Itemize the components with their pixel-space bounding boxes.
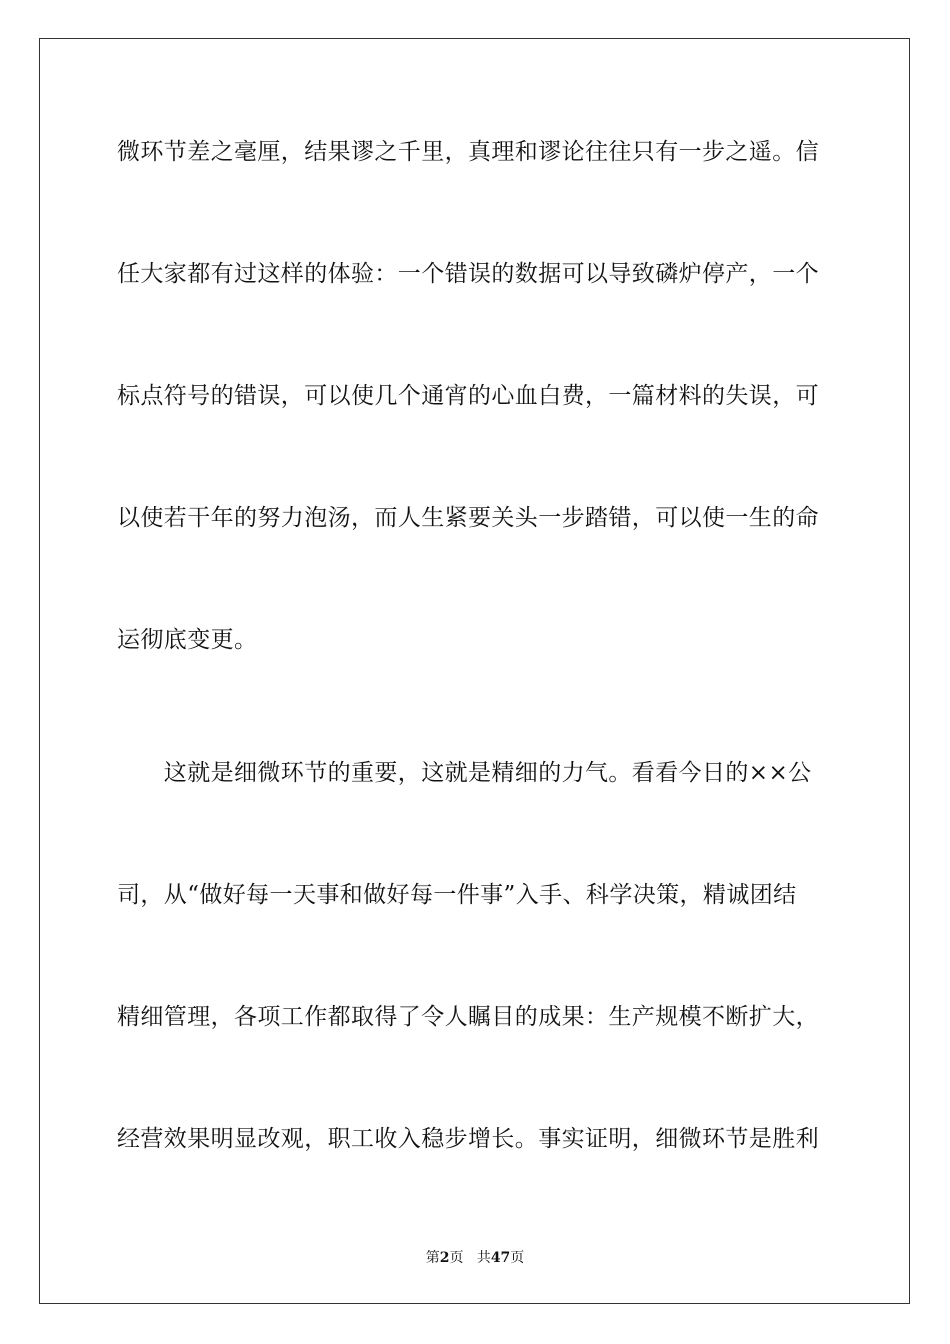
- text-line-5: 运彻底变更。: [117, 627, 258, 653]
- text-line-6: 这就是细微环节的重要，这就是精细的力气。看看今日的××公: [117, 760, 812, 786]
- page-footer: [0, 1247, 950, 1267]
- footer-page-prefix: 第: [425, 1250, 440, 1266]
- text-line-7: 司，从“做好每一天事和做好每一件事”入手、科学决策，精诚团结: [117, 882, 797, 908]
- text-line-2: 任大家都有过这样的体验：一个错误的数据可以导致磷炉停产，一个: [117, 261, 819, 287]
- text-line-9: 经营效果明显改观，职工收入稳步增长。事实证明，细微环节是胜利: [117, 1126, 819, 1152]
- footer-page-unit: 页: [449, 1250, 464, 1266]
- text-line-8: 精细管理，各项工作都取得了令人瞩目的成果：生产规模不断扩大，: [117, 1004, 819, 1030]
- page-border: [39, 38, 910, 1304]
- footer-total-prefix: 共: [476, 1250, 491, 1266]
- text-line-1: 微环节差之毫厘，结果谬之千里，真理和谬论往往只有一步之遥。信: [117, 139, 819, 165]
- text-line-3: 标点符号的错误，可以使几个通宵的心血白费，一篇材料的失误，可: [117, 383, 819, 409]
- text-line-4: 以使若干年的努力泡汤，而人生紧要关头一步踏错，可以使一生的命: [117, 505, 819, 531]
- footer-total-unit: 页: [510, 1250, 525, 1266]
- footer-total-pages: 47: [490, 1250, 511, 1266]
- footer-page-number: 2: [439, 1250, 450, 1266]
